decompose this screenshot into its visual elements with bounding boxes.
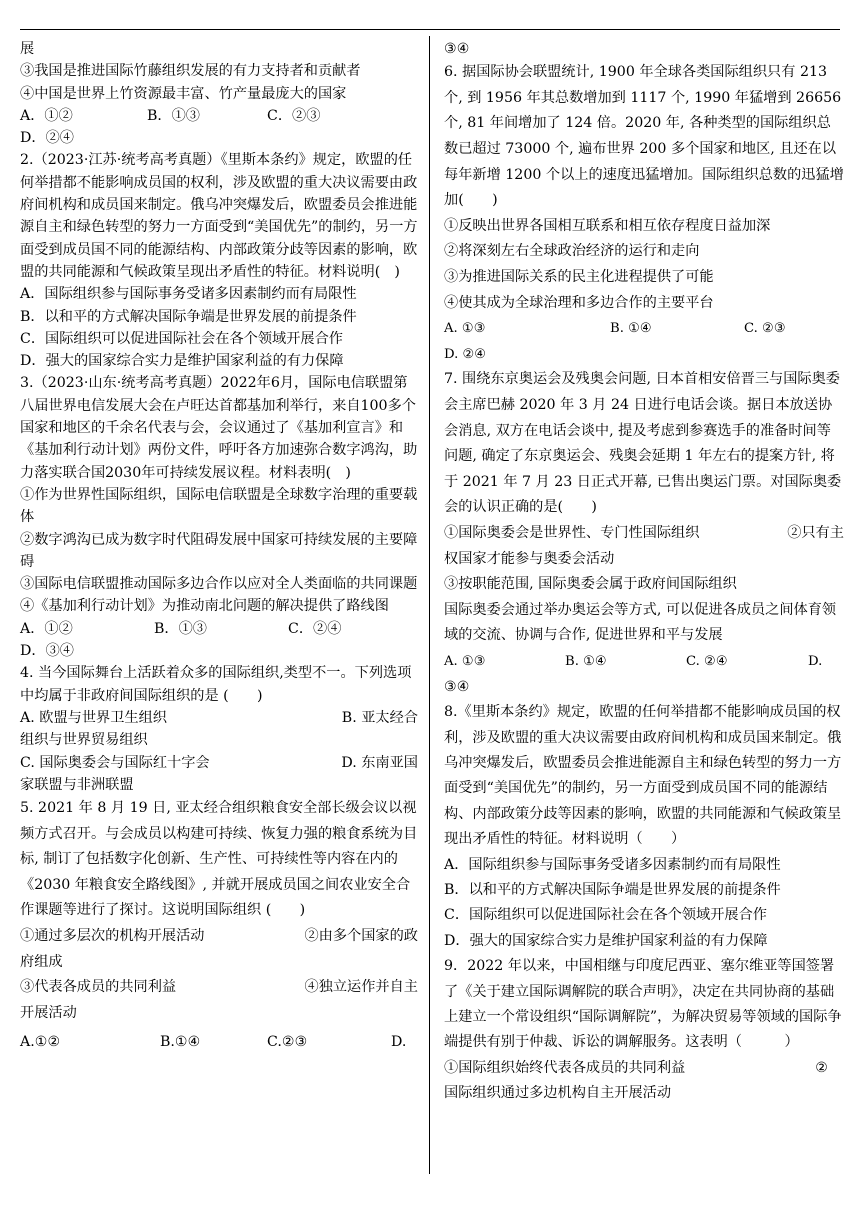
q4-option-a[interactable]: A. 欧盟与世界卫生组织 xyxy=(20,709,167,726)
q7-option-c[interactable]: C. ②④ xyxy=(686,653,728,669)
q5-option-d[interactable]: D. xyxy=(391,1034,407,1051)
q6-option-c[interactable]: C. ②③ xyxy=(744,321,786,337)
q6-item-3: ③为推进国际关系的民主化进程提供了可能 xyxy=(444,269,714,286)
q1-option-c[interactable]: C．②③ xyxy=(267,107,321,124)
q3-option-d[interactable]: D．③④ xyxy=(20,643,74,660)
q8-option-c[interactable]: C．国际组织可以促进国际社会在各个领域开展合作 xyxy=(444,907,767,924)
q2-option-a[interactable]: A．国际组织参与国际事务受诸多因素制约而有局限性 xyxy=(20,286,357,303)
right-column xyxy=(444,38,844,1107)
q6-stem: 6. 据国际协会联盟统计, 1900 年全球各类国际组织只有 213 个, 到 1956 年其总数增加到 1117 个, 1990 年猛增到 26656 个, 81 年间增加了 124 倍。2020 年, 各种类型的国际组织总数已超过 73000 个, 遍布世界 200 多个国家和地区, 且还在以每年新增 1200 个以上的速度迅猛增加。国际组织总数的迅猛增加( ) xyxy=(444,64,844,209)
q3-option-b[interactable]: B．①③ xyxy=(154,620,207,637)
q7-item-1: ①国际奥委会是世界性、专门性国际组织 xyxy=(444,524,700,541)
q9-stem: 9．2022 年以来，中国相继与印度尼西亚、塞尔维亚等国签署了《关于建立国际调解院的联合声明》，决定在共同协商的基础上建立一个常设组织“国际调解院”，为解决贸易等领域的国际争端提供有别于仲裁、诉讼的调解服务。这表明（ ） xyxy=(444,958,842,1051)
q1-item-4: ④中国是世界上竹资源最丰富、竹产量最庞大的国家 xyxy=(20,85,347,102)
q7-item-3: ③按职能范围, 国际奥委会属于政府间国际组织 xyxy=(444,576,737,593)
q1-option-d[interactable]: D．②④ xyxy=(20,130,74,147)
q3-item-3: ③国际电信联盟推动国际多边合作以应对全人类面临的共同课题 xyxy=(20,576,418,593)
q9-items-row-1 xyxy=(444,1056,844,1081)
q6-options-row xyxy=(444,316,844,342)
q3-item-4: ④《基加利行动计划》为推动南北问题的解决提供了路线图 xyxy=(20,598,389,615)
q2-option-d[interactable]: D．强大的国家综合实力是维护国家利益的有力保障 xyxy=(20,353,344,370)
q7-item-2: ②只有主 xyxy=(787,524,844,541)
q5-items-row-2 xyxy=(20,975,418,1001)
left-column xyxy=(20,38,418,1056)
q1-stem-fragment: 展 xyxy=(20,41,35,57)
q4-stem: 4. 当今国际舞台上活跃着众多的国际组织,类型不一。下列选项中均属于非政府间国际组织的是 ( ) xyxy=(20,665,412,704)
q6-item-2: ②将深刻左右全球政治经济的运行和走向 xyxy=(444,243,700,260)
q5-item-2-cont: 府组成 xyxy=(20,953,63,970)
q7-options-row xyxy=(444,649,844,675)
q3-item-2: ②数字鸿沟已成为数字时代阻碍发展中国家可持续发展的主要障碍 xyxy=(20,531,418,570)
q4-options-row-2 xyxy=(20,752,418,774)
q5-item-1: ①通过多层次的机构开展活动 xyxy=(20,928,205,945)
q1-option-b[interactable]: B．①③ xyxy=(147,107,200,124)
q6-item-1: ①反映出世界各国相互联系和相互依存程度日益加深 xyxy=(444,217,771,234)
q9-item-2-cont: 国际组织通过多边机构自主开展活动 xyxy=(444,1085,672,1102)
q6-option-d[interactable]: D. ②④ xyxy=(444,346,487,362)
q4-option-b-cont: 组织与世界贸易组织 xyxy=(20,732,148,749)
q1-item-3: ③我国是推进国际竹藤组织发展的有力支持者和贡献者 xyxy=(20,63,361,80)
q3-option-c[interactable]: C．②④ xyxy=(288,620,342,637)
q4-option-b[interactable]: B. 亚太经合 xyxy=(341,709,418,726)
q4-options-row-1 xyxy=(20,707,418,729)
q5-stem: 5. 2021 年 8 月 19 日, 亚太经合组织粮食安全部长级会议以视频方式召开。与会成员以构建可持续、恢复力强的粮食系统为目标, 制订了包括数字化创新、生产性、可持续性等内容在内的《2030 年粮食安全路线图》, 并就开展成员国之间农业安全合作课题等进行了探讨。这说明国际组织 ( ) xyxy=(20,800,418,919)
q4-option-d[interactable]: D. 东南亚国 xyxy=(341,754,418,771)
q7-items-row-1 xyxy=(444,521,844,547)
q4-option-c[interactable]: C. 国际奥委会与国际红十字会 xyxy=(20,754,210,771)
q2-option-c[interactable]: C．国际组织可以促进国际社会在各个领域开展合作 xyxy=(20,330,343,347)
q6-item-4: ④使其成为全球治理和多边合作的主要平台 xyxy=(444,294,714,311)
q7-stem: 7. 围绕东京奥运会及残奥会问题, 日本首相安倍晋三与国际奥委会主席巴赫 2020 年 3 月 24 日进行电话会谈。据日本放送协会消息, 双方在电话会谈中, 提及考虑到参赛选手的准备时间等问题, 确定了东京奥运会、残奥会延期 1 年左右的提案方针, 将于 2021 年 7 月 23 日正式开幕, 已售出奥运门票。对国际奥委会的认识正确的是( ) xyxy=(444,371,842,516)
header-rule xyxy=(20,29,840,30)
q8-stem: 8.《里斯本条约》规定，欧盟的任何举措都不能影响成员国的权利，涉及欧盟的重大决议需要由政府间机构和成员国来制定。俄乌冲突爆发后，欧盟委员会推进能源自主和绿色转型的努力一方面受到“美国优先”的制约，另一方面受到成员国不同的能源结构、内部政策分歧等因素的影响，欧盟的共同能源和气候政策呈现出矛盾性的特征。材料说明（ ） xyxy=(444,704,842,848)
q5-item-2: ②由多个国家的政 xyxy=(304,928,418,945)
q7-option-b[interactable]: B. ①④ xyxy=(565,653,607,669)
q5-option-b[interactable]: B.①④ xyxy=(160,1034,201,1051)
q9-item-1: ①国际组织始终代表各成员的共同利益 xyxy=(444,1059,686,1076)
q5-options-row xyxy=(20,1030,418,1056)
q5-items-row-1 xyxy=(20,924,418,950)
q7-option-d[interactable]: D. xyxy=(808,653,823,669)
q2-option-b[interactable]: B．以和平的方式解决国际争端是世界发展的前提条件 xyxy=(20,308,357,325)
q7-item-4: 国际奥委会通过举办奥运会等方式, 可以促进各成员之间体育领域的交流、协调与合作, 促进世界和平与发展 xyxy=(444,601,837,644)
q4-option-d-cont: 家联盟与非洲联盟 xyxy=(20,776,134,793)
q5-item-4-cont: 开展活动 xyxy=(20,1004,77,1021)
q6-option-b[interactable]: B. ①④ xyxy=(610,321,652,337)
q7-option-a[interactable]: A. ①③ xyxy=(444,653,486,669)
q6-option-a[interactable]: A. ①③ xyxy=(444,321,486,337)
q3-stem: 3.（2023·山东·统考高考真题）2022年6月，国际电信联盟第八届世界电信发展大会在卢旺达首都基加利举行，来自100多个国家和地区的千余名代表与会，会议通过了《基加利宣言》和《基加利行动计划》两份文件，呼吁各方加速弥合数字鸿沟，助力落实联合国2030年可持续发展议程。材料表明( ) xyxy=(20,375,418,481)
q9-item-2: ② xyxy=(815,1059,828,1076)
q3-options-row xyxy=(20,618,418,640)
q8-option-d[interactable]: D．强大的国家综合实力是维护国家利益的有力保障 xyxy=(444,932,768,949)
q7-item-2-cont: 权国家才能参与奥委会活动 xyxy=(444,550,615,567)
q5-item-4: ④独立运作并自主 xyxy=(304,979,418,996)
q3-option-a[interactable]: A．①② xyxy=(20,620,73,637)
q8-option-b[interactable]: B．以和平的方式解决国际争端是世界发展的前提条件 xyxy=(444,881,781,898)
q5-option-d-cont[interactable]: ③④ xyxy=(444,41,470,57)
q5-item-3: ③代表各成员的共同利益 xyxy=(20,979,177,996)
q8-option-a[interactable]: A．国际组织参与国际事务受诸多因素制约而有局限性 xyxy=(444,856,781,873)
q5-option-a[interactable]: A.①② xyxy=(20,1034,61,1051)
q7-option-d-cont[interactable]: ③④ xyxy=(444,678,470,695)
q1-options-row xyxy=(20,105,418,127)
q2-stem: 2.（2023·江苏·统考高考真题）《里斯本条约》规定，欧盟的任何举措都不能影响成员国的权利，涉及欧盟的重大决议需要由政府间机构和成员国来制定。俄乌冲突爆发后，欧盟委员会推进能源自主和绿色转型的努力一方面受到“美国优先”的制约，另一方面受到成员国不同的能源结构、内部政策分歧等因素的影响，欧盟的共同能源和气候政策呈现出矛盾性的特征。材料说明( ) xyxy=(20,152,418,280)
q3-item-1: ①作为世界性国际组织，国际电信联盟是全球数字治理的重要载体 xyxy=(20,486,418,526)
q5-option-c[interactable]: C.②③ xyxy=(267,1034,308,1051)
q1-option-a[interactable]: A．①② xyxy=(20,107,73,124)
column-divider xyxy=(429,36,430,1174)
